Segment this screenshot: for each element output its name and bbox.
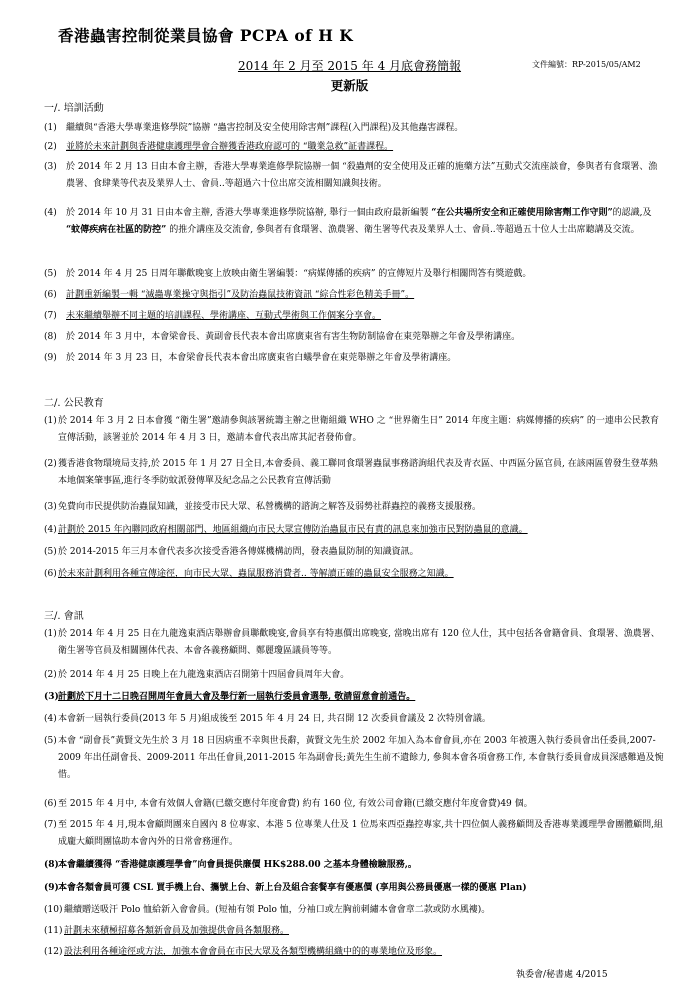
document-number: 文件編號：RP-2015/05/AM2 [532, 60, 641, 69]
list-item: (4) 本會新一屆執行委員(2013 年 5 月)組成後至 2015 年 4 月 24 日, 共召開 12 次委員會議及 2 次特別會議。 [44, 714, 491, 724]
list-item: (5) 本會 “副會長”黃賢文先生於 3 月 18 日因病重不幸與世長辭，黃賢文先生於 2002 年加入為本會會員,亦在 2003 年被選入執行委員會出任委員,2007-2009 年出任副會長、2009-2011 年出任會員,2011-2015 年為副會長;黃先生生前不遺餘力, 參與本會各項會務工作, 本會執行委員會成員深感難過及惋惜。 [44, 736, 664, 780]
list-item: (8) 於 2014 年 3 月中，本會梁會長、黃副會長代表本會出席廣東省有害生物防制協會在東莞舉辦之年會及學術講座。 [44, 332, 521, 342]
list-item: (7) 未來繼續舉辦不同主題的培訓課程、學術講座、互動式學術與工作個案分享會。 [44, 311, 382, 321]
list-item: (2) 獲香港食物環境局支持,於 2015 年 1 月 27 日全日,本會委員、義工聯同食環署蟲鼠事務諮詢組代表及青衣區、中西區分區官員, 在該兩區曾發生登革熱本地個案肇事區,進行冬季防蚊派發傳單及紀念品之公民教育宣傳活動 [44, 459, 658, 486]
list-item: (1) 於 2014 年 3 月 2 日本會獲 “衛生署”邀請參與該署統籌主辦之世衛組織 WHO 之 “世界衛生日” 2014 年度主題：病媒傳播的疾病” 的一連串公民教育宣傳活動，該署並於 2014 年 4 月 3 日，邀請本會代表出席其記者發佈會。 [44, 416, 659, 443]
list-item: (3) 於 2014 年 2 月 13 日由本會主辦，香港大學專業進修學院協辦一個 “殺蟲劑的安全使用及正確的施藥方法”互動式交流座談會，參與者有食環署、漁農署、食肆業等代表及業界人士、會員..等超過六十位出席交流相關知識與技術。 [44, 162, 658, 189]
list-item: (4) 於 2014 年 10 月 31 日由本會主辦, 香港大學專業進修學院協辦, 舉行一個由政府最新編製 “在公共場所安全和正確使用除害劑工作守則”的認識,及 “蚊傳疾病在社區的防控” 的推介講座及交流會, 參與者有食環署、漁農署、衛生署等代表及業界人士、會員..等超過五十位人士出席聽講及交流。 [44, 208, 652, 235]
list-item: (6) 於未來計劃利用各種宣傳途徑，向市民大眾、蟲鼠服務消費者.. 等解讀正確的蟲鼠安全服務之知識。 [44, 569, 454, 579]
list-item: (2) 並將於未來計劃與香港健康護理學會合辦獲香港政府認可的 “職業急救”証書課程。 [44, 142, 394, 152]
organization-title: 香港蟲害控制從業員協會 PCPA of H K [58, 26, 354, 45]
list-item: (1) 於 2014 年 4 月 25 日在九龍逸東酒店舉辦會員聯歡晚宴,會員享有特惠價出席晚宴, 當晚出席有 120 位人仕，其中包括各會籍會員、食環署、漁農署、衛生署等官員及相關團体代表、本會各義務顧問、鄭麗瓊區議員等等。 [44, 629, 660, 656]
list-item: (8) 本會繼續獲得 “香港健康護理學會”向會員提供廉價 HK$288.00 之基本身體檢驗服務,。 [44, 860, 417, 870]
list-item: (5) 於 2014 年 4 月 25 日周年聯歡晚宴上放映由衛生署編製：“病媒傳播的疾病” 的宣傳短片及舉行相關問答有獎遊戲。 [44, 269, 532, 279]
list-item: (11) 計劃未來積極招募各類新會員及加強提供會員各類服務。 [44, 926, 290, 936]
list-item: (3) 計劃於下月十二日晚召開周年會員大會及舉行新一屆執行委員會選舉, 敬請留意會前通告。 [44, 692, 416, 702]
list-item: (12) 設法利用各種途徑或方法，加強本會會員在市民大眾及各類型機構組織中的的專業地位及形象。 [44, 947, 443, 957]
list-item: (4) 計劃於 2015 年內聯同政府相關部門、地區組織向市民大眾宣傳防治蟲鼠市民有責的訊息來加強市民對防蟲鼠的意識。 [44, 525, 528, 535]
list-item: (9) 於 2014 年 3 月 23 日，本會梁會長代表本會出席廣東省白蟻學會在東莞舉辦之年會及學術講座。 [44, 353, 457, 363]
list-item: (6) 至 2015 年 4 月中, 本會有效個人會籍(已繳交應付年度會費) 約有 160 位, 有效公司會籍(已繳交應付年度會費)49 個。 [44, 799, 533, 809]
list-item: (5) 於 2014-2015 年三月本會代表多次接受香港各傳媒機構訪問，發表蟲鼠防制的知識資訊。 [44, 547, 419, 557]
section-title-newsletter: 三/. 會訊 [44, 611, 84, 622]
list-item: (9) 本會各類會員可獲 CSL 買手機上台、攜號上台、新上台及組合套餐享有優惠價 (享用與公務員優惠一樣的優惠 Plan) [44, 883, 527, 893]
list-item: (6) 計劃重新編製一輯 “滅蟲專業操守與指引”及防治蟲鼠技術資訊 “綜合性彩色精美手冊”。 [44, 290, 415, 300]
version-label: 更新版 [330, 78, 369, 93]
report-subtitle: 2014 年 2 月至 2015 年 4 月底會務簡報 [237, 59, 462, 73]
section-title-civic-education: 二/. 公民教育 [44, 398, 104, 409]
list-item: (2) 於 2014 年 4 月 25 日晚上在九龍逸東酒店召開第十四屆會員周年大會。 [44, 670, 350, 680]
list-item: (7) 至 2015 年 4 月,現本會顧問團來自國內 8 位專家、本港 5 位專業人仕及 1 位馬來西亞蟲控專家,共十四位個人義務顧問及香港專業護理學會團體顧問,組成龐大顧問團協助本會內外的日常會務運作。 [44, 820, 664, 847]
footer-signature: 執委會/秘書處 4/2015 [516, 970, 608, 980]
list-item: (10) 繼續贈送吸汗 Polo 恤給新入會會員。(短袖有領 Polo 恤，分袖口或左胸前刺繡本會會章二款或防水風褸)。 [44, 905, 491, 915]
list-item: (1) 繼續與“香港大學專業進修學院”協辦 “蟲害控制及安全使用除害劑”課程(入門課程)及其他蟲害課程。 [44, 123, 464, 133]
section-title-training: 一/. 培訓活動 [44, 103, 104, 114]
list-item: (3) 免費向市民提供防治蟲鼠知識，並接受市民大眾、私營機構的諮詢之解答及弱勢社群蟲控的義務支援服務。 [44, 502, 482, 512]
